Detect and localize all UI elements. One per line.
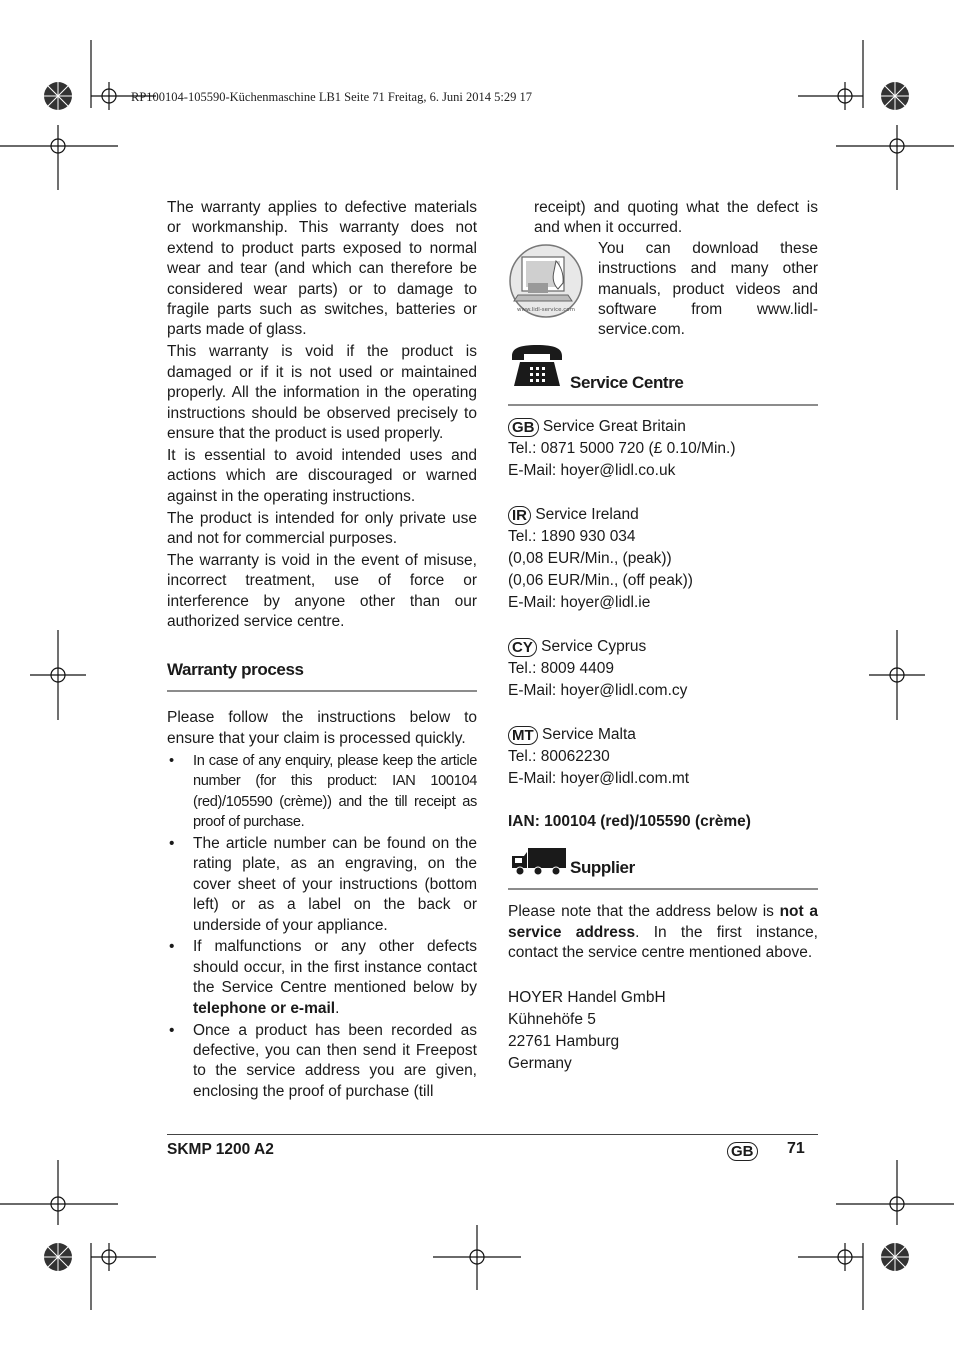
supplier-note bbox=[508, 902, 818, 963]
warranty-process-heading: Warranty process bbox=[167, 660, 304, 680]
service-entry-cy bbox=[508, 636, 818, 702]
service-phone: Tel.: 1890 930 034 bbox=[508, 527, 636, 545]
service-entry-mt bbox=[508, 724, 818, 790]
address-line: HOYER Handel GmbH bbox=[508, 989, 666, 1007]
footer-divider bbox=[167, 1134, 818, 1135]
list-item-text: If malfunctions or any other defects should occur, in the first instance contact the Service Centre mentioned below by bbox=[193, 938, 477, 997]
section-divider bbox=[508, 404, 818, 406]
warranty-process-list bbox=[167, 751, 477, 1102]
address-line: Germany bbox=[508, 1055, 572, 1073]
list-item: • Once a product has been recorded as defective, you can then send it Freepost to the service address you are given, enclosing the proof of purchase (till bbox=[167, 1021, 477, 1103]
service-rate: (0,08 EUR/Min., (peak)) bbox=[508, 549, 672, 567]
service-name: Service Malta bbox=[541, 725, 636, 743]
page-number: 71 bbox=[787, 1140, 805, 1157]
country-badge: GB bbox=[508, 418, 539, 437]
service-name: Service Cyprus bbox=[541, 637, 647, 655]
download-info bbox=[508, 239, 818, 342]
list-item: • In case of any enquiry, please keep the article number (for this product: IAN 100104 (red)/105590 (crème)) and the till receipt as proof of purchase. bbox=[167, 751, 477, 833]
contact-method-emphasis: telephone or e-mail bbox=[193, 999, 336, 1017]
supplier-heading: Supplier bbox=[570, 857, 635, 877]
truck-icon bbox=[510, 846, 568, 876]
left-column bbox=[167, 198, 477, 1104]
right-column bbox=[508, 198, 818, 1075]
service-email: E-Mail: hoyer@lidl.co.uk bbox=[508, 461, 676, 479]
service-name: Service Great Britain bbox=[542, 417, 686, 435]
service-email: E-Mail: hoyer@lidl.com.cy bbox=[508, 681, 688, 699]
service-entry-ir bbox=[508, 504, 818, 614]
service-phone: Tel.: 0871 5000 720 (£ 0.10/Min.) bbox=[508, 439, 736, 457]
service-phone: Tel.: 8009 4409 bbox=[508, 659, 615, 677]
service-centre-heading: Service Centre bbox=[570, 373, 684, 393]
country-badge: MT bbox=[508, 726, 538, 745]
address-line: 22761 Hamburg bbox=[508, 1033, 620, 1051]
service-entry-gb bbox=[508, 416, 818, 482]
supplier-note-text: . In the first instance, contact the service centre mentioned above. bbox=[508, 923, 818, 962]
address-line: Kühnehöfe 5 bbox=[508, 1011, 596, 1029]
service-email: E-Mail: hoyer@lidl.com.mt bbox=[508, 769, 690, 787]
service-phone: Tel.: 80062230 bbox=[508, 747, 610, 765]
footer-model: SKMP 1200 A2 bbox=[167, 1141, 274, 1158]
bullet-continuation: receipt) and quoting what the defect is and when it occurred. bbox=[534, 199, 818, 237]
list-item: • The article number can be found on the rating plate, as an engraving, on the cover sheet of your instructions (bottom left) or as a label on the back or underside of your appliance. bbox=[167, 834, 477, 936]
list-item bbox=[167, 937, 477, 1019]
ian-number: IAN: 100104 (red)/105590 (crème) bbox=[508, 812, 751, 830]
service-name: Service Ireland bbox=[535, 505, 639, 523]
supplier-note-emphasis: not a service address bbox=[508, 903, 818, 941]
service-rate: (0,06 EUR/Min., (off peak)) bbox=[508, 571, 693, 589]
warranty-paragraph: The product is intended for only private use and not for commercial purposes. bbox=[167, 509, 477, 547]
warranty-paragraph: The warranty is void in the event of misuse, incorrect treatment, use of force or interference by anyone other than our authorized service centre. bbox=[167, 551, 477, 631]
list-item-text: . bbox=[335, 999, 340, 1017]
footer-language-badge: GB bbox=[727, 1142, 758, 1161]
svg-text:www.lidl-service.com: www.lidl-service.com bbox=[517, 306, 575, 313]
lidl-service-online-icon bbox=[508, 243, 584, 319]
warranty-process-intro: Please follow the instructions below to ensure that your claim is processed quickly. bbox=[167, 709, 477, 747]
warranty-paragraph: The warranty applies to defective materials or workmanship. This warranty does not extend to product parts exposed to normal wear and tear (and which can therefore be considered wear parts) or to damage to fragile parts such as switches, batteries or parts made of glass. bbox=[167, 199, 477, 339]
section-divider bbox=[167, 690, 477, 692]
supplier-header bbox=[508, 832, 818, 882]
section-divider bbox=[508, 888, 818, 890]
supplier-address bbox=[508, 987, 818, 1075]
warranty-paragraph: This warranty is void if the product is damaged or if it is not used or maintained properly. All the information in the operating instructions should be observed precisely to ensure that the product is used properly. bbox=[167, 343, 477, 442]
service-email: E-Mail: hoyer@lidl.ie bbox=[508, 593, 651, 611]
print-header: RP100104-105590-Küchenmaschine LB1 Seite 71 Freitag, 6. Juni 2014 5:29 17 bbox=[131, 90, 533, 104]
download-text: You can download these instructions and many other manuals, product videos and software from www.lidl-service.com. bbox=[598, 239, 818, 339]
supplier-note-text: Please note that the address below is bbox=[508, 903, 780, 921]
service-centre-header bbox=[508, 342, 818, 398]
country-badge: IR bbox=[508, 506, 531, 525]
warranty-paragraph: It is essential to avoid intended uses and actions which are discouraged or warned against in the operating instructions. bbox=[167, 446, 477, 505]
country-badge: CY bbox=[508, 638, 537, 657]
telephone-icon bbox=[510, 344, 564, 388]
